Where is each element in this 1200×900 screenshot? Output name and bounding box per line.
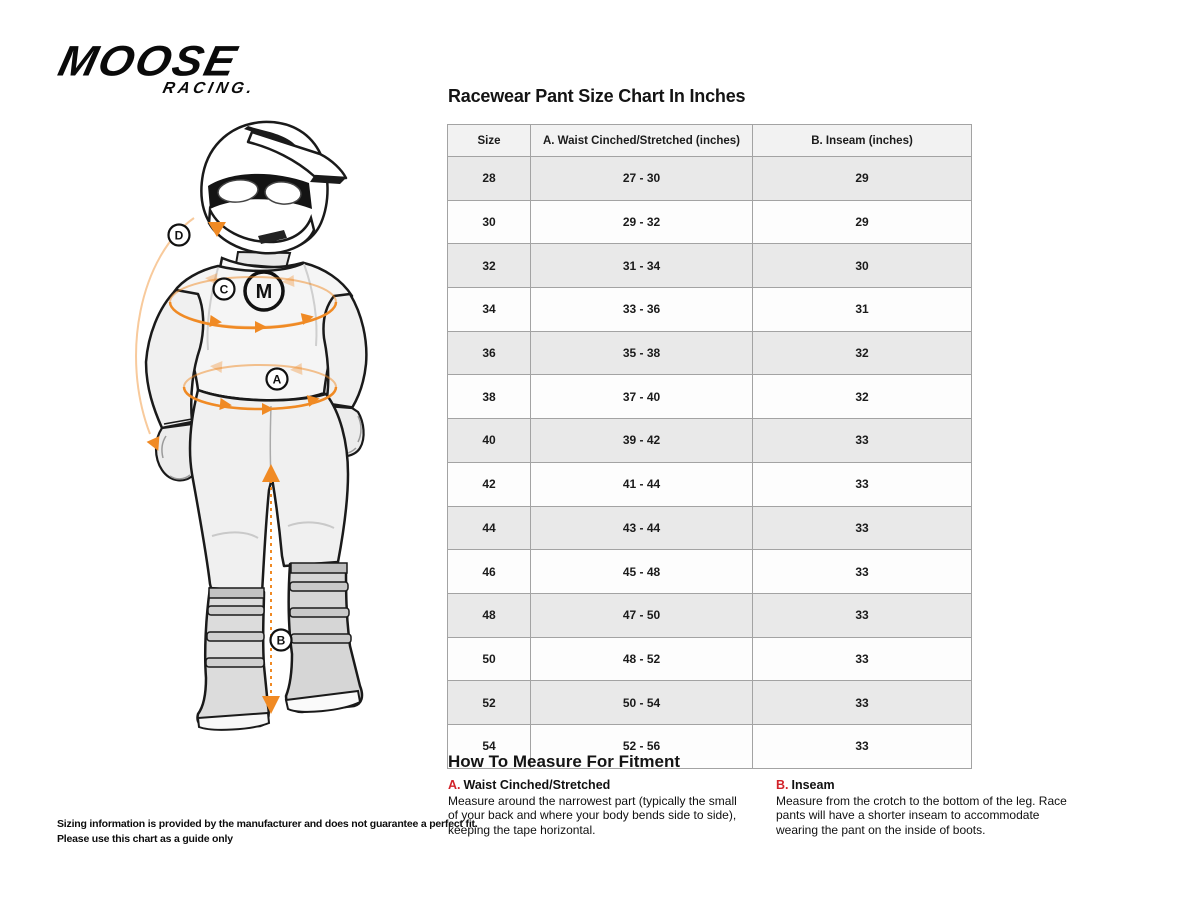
table-body: [448, 157, 972, 769]
size-chart-table: [447, 124, 972, 769]
cell-inseam: 33: [753, 593, 972, 637]
table-row: [448, 375, 972, 419]
cell-inseam: 33: [753, 506, 972, 550]
table-row: [448, 244, 972, 288]
cell-inseam: 32: [753, 331, 972, 375]
cell-inseam: 31: [753, 288, 972, 332]
measure-letter-a: A.: [448, 778, 461, 792]
brand-logo: [54, 36, 258, 98]
cell-size: 36: [448, 331, 531, 375]
cell-waist: 50 - 54: [531, 681, 753, 725]
table-row: [448, 593, 972, 637]
cell-size: 40: [448, 419, 531, 463]
table-row: [448, 331, 972, 375]
cell-size: 44: [448, 506, 531, 550]
cell-waist: 37 - 40: [531, 375, 753, 419]
column-header-size: Size: [448, 125, 531, 157]
cell-inseam: 29: [753, 157, 972, 201]
cell-size: 32: [448, 244, 531, 288]
table-row: [448, 288, 972, 332]
rider-left-boot: [198, 588, 270, 730]
cell-waist: 47 - 50: [531, 593, 753, 637]
measure-heading-b: [776, 778, 1082, 793]
cell-waist: 48 - 52: [531, 637, 753, 681]
brand-logo-moose: MOOSE: [54, 36, 243, 85]
cell-inseam: 33: [753, 681, 972, 725]
cell-inseam: 33: [753, 637, 972, 681]
column-header-inseam: B. Inseam (inches): [753, 125, 972, 157]
cell-size: 30: [448, 200, 531, 244]
cell-size: 54: [448, 724, 531, 768]
cell-size: 38: [448, 375, 531, 419]
cell-size: 28: [448, 157, 531, 201]
cell-waist: 27 - 30: [531, 157, 753, 201]
cell-size: 34: [448, 288, 531, 332]
cell-waist: 33 - 36: [531, 288, 753, 332]
table-row: [448, 419, 972, 463]
measure-label-a: Waist Cinched/Stretched: [463, 778, 611, 792]
table-row: [448, 157, 972, 201]
badge-b-letter: B: [276, 633, 286, 648]
measure-label-b: Inseam: [791, 778, 835, 792]
cell-inseam: 30: [753, 244, 972, 288]
how-to-measure-title: How To Measure For Fitment: [448, 752, 681, 771]
table-row: [448, 637, 972, 681]
table-row: [448, 200, 972, 244]
cell-waist: 35 - 38: [531, 331, 753, 375]
cell-waist: 52 - 56: [531, 724, 753, 768]
table-row: [448, 506, 972, 550]
cell-waist: 39 - 42: [531, 419, 753, 463]
measure-text-a: Measure around the narrowest part (typically the small of your back and where your body bends side to side), keeping the tape horizontal.: [448, 793, 737, 837]
cell-waist: 41 - 44: [531, 462, 753, 506]
measure-text-b: Measure from the crotch to the bottom of the leg. Race pants will have a shorter inseam to accommodate wearing the pant on the inside of boots.: [776, 793, 1067, 837]
measure-heading-a: [448, 778, 743, 793]
measure-instruction-waist: [448, 778, 743, 837]
cell-size: 46: [448, 550, 531, 594]
badge-a-letter: A: [272, 372, 282, 387]
cell-inseam: 32: [753, 375, 972, 419]
column-header-waist: A. Waist Cinched/Stretched (inches): [531, 125, 753, 157]
cell-inseam: 33: [753, 724, 972, 768]
cell-waist: 45 - 48: [531, 550, 753, 594]
cell-inseam: 33: [753, 550, 972, 594]
chest-logo-letter: M: [255, 281, 273, 303]
table-row: [448, 462, 972, 506]
cell-size: 42: [448, 462, 531, 506]
cell-size: 50: [448, 637, 531, 681]
cell-waist: 31 - 34: [531, 244, 753, 288]
rider-illustration: [112, 106, 422, 746]
table-header-row: [448, 125, 972, 157]
measure-instruction-inseam: [776, 778, 1082, 837]
cell-waist: 43 - 44: [531, 506, 753, 550]
disclaimer-line2: Please use this chart as a guide only: [57, 833, 233, 845]
brand-logo-racing: RACING.: [161, 79, 258, 97]
rider-right-boot: [286, 563, 362, 712]
table-row: [448, 550, 972, 594]
cell-inseam: 29: [753, 200, 972, 244]
cell-size: 52: [448, 681, 531, 725]
measure-letter-b: B.: [776, 778, 789, 792]
disclaimer: [57, 817, 478, 847]
badge-d-letter: D: [174, 228, 184, 243]
badge-c-letter: C: [219, 282, 229, 297]
size-chart-title: Racewear Pant Size Chart In Inches: [448, 86, 746, 106]
cell-inseam: 33: [753, 462, 972, 506]
table-row: [448, 681, 972, 725]
rider-helmet: [201, 122, 346, 253]
disclaimer-line1: Sizing information is provided by the manufacturer and does not guarantee a perfect fit.: [57, 818, 478, 830]
cell-inseam: 33: [753, 419, 972, 463]
cell-size: 48: [448, 593, 531, 637]
cell-waist: 29 - 32: [531, 200, 753, 244]
